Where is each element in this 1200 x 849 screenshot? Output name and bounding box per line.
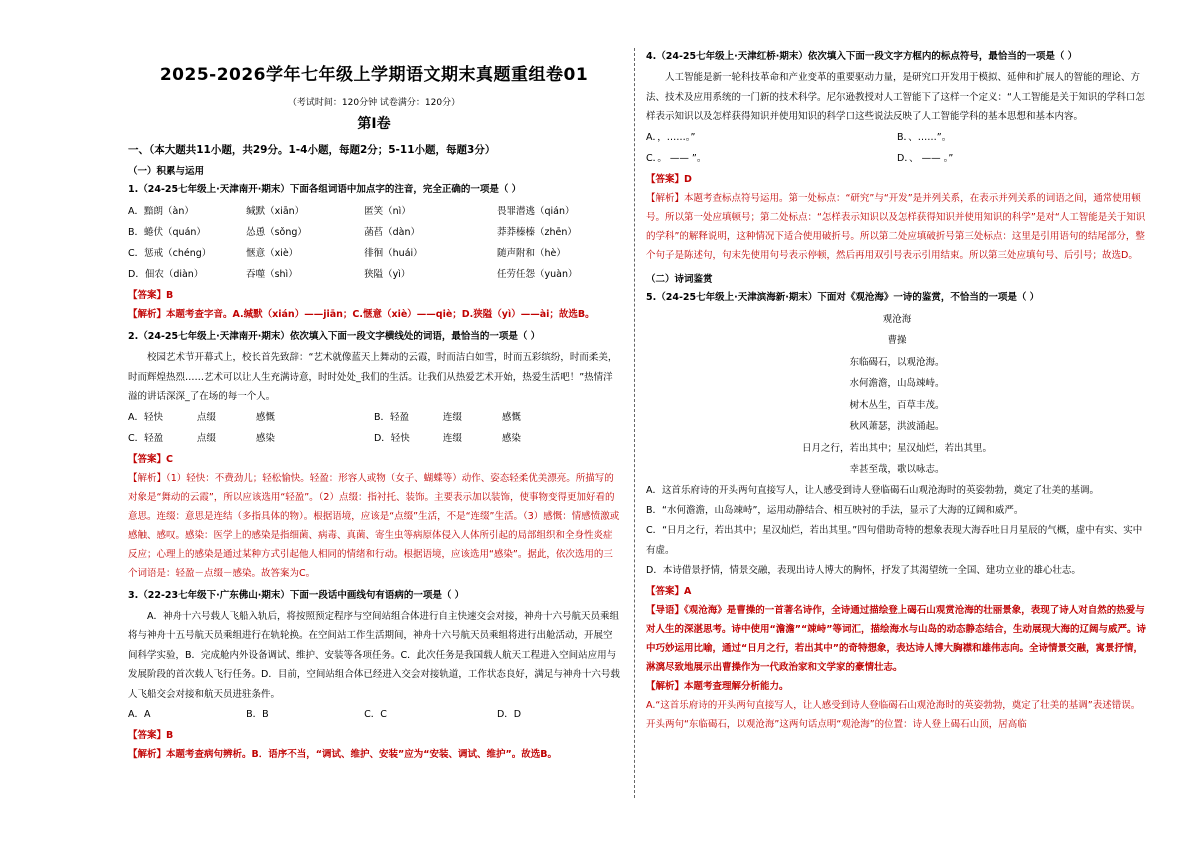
question-5-option-d: D．本诗借景抒情，情景交融，表现出诗人博大的胸怀，抒发了其渴望统一全国、建功立业的雄心壮志。 xyxy=(646,564,1081,576)
volume-heading: 第Ⅰ卷 xyxy=(357,116,391,132)
question-5-option-c: C．“日月之行，若出其中；星汉灿烂，若出其里。”四句借助奇特的想象表现大海吞吐日月星辰的气概，虚中有实、实中有虚。 xyxy=(646,524,1143,556)
option-cell: D．、 —— 。” xyxy=(897,152,954,164)
question-1-options xyxy=(128,201,620,285)
question-3-analysis: 【解析】本题考查病句辨析。B．语序不当，“调试、维护、安装”应为“安装、调试、维护”。故选B。 xyxy=(128,749,557,760)
question-5-option-b: B．“水何澹澹，山岛竦峙”，运用动静结合、相互映衬的手法，显示了大海的辽阔和威严。 xyxy=(646,504,1024,516)
poem-title: 观沧海 xyxy=(882,313,912,325)
subsection-heading: （二）诗词鉴赏 xyxy=(646,273,713,285)
option-cell xyxy=(315,428,374,449)
question-3-stem: 3.（22-23七年级下·广东佛山·期末）下面一段话中画线句有语病的一项是（ ） xyxy=(128,589,465,601)
option-cell: 连缀 xyxy=(442,432,462,444)
question-4-passage: 人工智能是新一轮科技革命和产业变革的重要驱动力量，是研究口开发用于模拟、延伸和扩展人的智能的理论、方法、技术及应用系统的一门新的技术科学。尼尔逊教授对人工智能下了这样一个定义：“人工智能是关于知识的学科口怎样表示知识以及怎样获得知识并使用知识的科学口这些说法反映了人工智能学科的基本思想和基本内容。 xyxy=(646,72,1145,122)
question-3-options xyxy=(128,704,620,725)
option-cell: B．、……”。 xyxy=(897,131,952,143)
poem-line: 幸甚至哉，歌以咏志。 xyxy=(849,464,945,475)
question-4-analysis: 【解析】本题考查标点符号运用。第一处标点：“研究”与“开发”是并列关系，在表示并列关系的词语之间，通常使用顿号。所以第一处应填顿号；第二处标点：“怎样表示知识以及怎样获得知识并使用知识的科学”是对“人工智能是关于知识的学科”的解释说明，这种情况下适合使用破折号。所以第二处应填破折号第三处标点：这里是引用语句的结尾部分，整个句子是陈述句，句末先使用句号表示停顿，然后再用双引号表示引用结束。所以第三处应填句号、后引号；故选D。 xyxy=(646,192,1146,261)
question-2-answer: 【答案】C xyxy=(128,453,173,465)
question-2-passage: 校园艺术节开幕式上，校长首先致辞：“艺术就像蓝天上舞动的云霞，时而洁白如雪，时而五彩缤纷，时而柔美，时而辉煌热烈……艺术可以让人生充满诗意，时时处处_我们的生活。让我们从热爱艺术开始，热爱生活吧！”热情洋溢的讲话深深_了在场的每一个人。 xyxy=(128,352,618,402)
poem-line: 秋风萧瑟，洪波涌起。 xyxy=(849,421,945,432)
option-cell: 任劳任怨（yuàn） xyxy=(496,269,578,280)
right-column xyxy=(646,50,1148,740)
question-3-passage: A．神舟十六号载人飞船入轨后，将按照预定程序与空间站组合体进行自主快速交会对接，神舟十六号航天员乘组将与神舟十五号航天员乘组进行在轨轮换。在空间站工作生活期间，神舟十六号航天员乘组将进行出舱活动，开展空间科学实验，B．完成舱内外设备调试、维护、安装等各项任务。C．此次任务是我国载人航天工程进入空间站应用与发展阶段的首次载人飞行任务。D．目前，空间站组合体已经进入交会对接轨道，工作状态良好，满足与神舟十六号载人飞船交会对接和航天员进驻条件。 xyxy=(128,610,620,700)
page-title: 2025-2026学年七年级上学期语文期末真题重组卷01 xyxy=(159,65,589,85)
option-cell: 畏罪潜逃（qián） xyxy=(496,206,575,217)
option-cell: A．黯朗（àn） xyxy=(128,206,194,217)
option-cell: B．B xyxy=(246,709,269,720)
poem-line: 东临碣石，以观沧海。 xyxy=(849,356,945,368)
option-cell: A．，……。” xyxy=(646,131,696,143)
option-cell: C．轻盈 xyxy=(128,432,164,444)
question-5-analysis-a: A.“这首乐府诗的开头两句直接写人，让人感受到诗人登临碣石山观沧海时的英姿勃勃，奠定了壮美的基调”表述错误。开头两句“东临碣石，以观沧海”这两句话点明“观沧海”的位置：诗人登上碣石山顶，居高临 xyxy=(646,699,1141,730)
option-cell: A．轻快 xyxy=(128,411,163,423)
option-cell xyxy=(315,407,374,428)
question-1-analysis: 【解析】本题考查字音。A.缄默（xián）——jiān；C.惬意（xiè）——qiè；D.狭隘（yì）——ài；故选B。 xyxy=(128,309,595,320)
option-cell: A．A xyxy=(128,709,151,720)
question-2-options xyxy=(128,407,620,449)
subsection-heading: （一）积累与运用 xyxy=(128,166,205,177)
option-cell: 徘徊（huái） xyxy=(364,248,423,259)
option-cell: 感染 xyxy=(255,432,275,444)
question-4-options xyxy=(646,127,1148,169)
option-cell: D．D xyxy=(496,709,522,720)
question-5-analysis: 【解析】本题考查理解分析能力。 xyxy=(646,680,789,692)
section-heading: 一、（本大题共11小题，共29分。1-4小题，每题2分；5-11小题，每题3分） xyxy=(128,144,496,156)
option-cell: 感慨 xyxy=(255,411,275,423)
option-cell: 感染 xyxy=(501,432,521,444)
question-2-stem: 2.（24-25七年级上·天津南开·期末）依次填入下面一段文字横线处的词语，最恰当的一项是（ ） xyxy=(128,331,541,342)
option-cell: 怂恿（sǒng） xyxy=(246,227,307,238)
poem-line: 日月之行，若出其中；星汉灿烂，若出其里。 xyxy=(801,442,992,454)
option-cell: C．C xyxy=(364,709,387,720)
option-cell: 点缀 xyxy=(196,432,216,444)
option-cell: 狭隘（yì） xyxy=(364,269,411,280)
left-column xyxy=(128,50,620,770)
question-5-option-a: A．这首乐府诗的开头两句直接写人，让人感受到诗人登临碣石山观沧海时的英姿勃勃，奠定了壮美的基调。 xyxy=(646,484,1100,496)
option-cell: 匿笑（nì） xyxy=(364,206,411,217)
question-5-stem: 5.（24-25七年级上·天津滨海新·期末）下面对《观沧海》一诗的鉴赏，不恰当的一项是（ ） xyxy=(646,291,1040,303)
option-cell: 惬意（xiè） xyxy=(246,248,299,259)
question-3-answer: 【答案】B xyxy=(128,730,174,741)
question-2-analysis: 【解析】（1）轻快：不费劲儿；轻松愉快。轻盈：形容人或物（女子、蝴蝶等）动作、姿态轻柔优美漂亮。所描写的对象是“舞动的云霞”，所以应该选用“轻盈”。（2）点缀：指衬托、装饰。主要表示加以装饰，使事物变得更加好看的意思。连缀：意思是连结（多指具体的物）。根据语境，应该是“点缀”生活，不是“连缀”生活。（3）感慨：情感愤激或感触、感叹。感染：医学上的感染是指细菌、病毒、真菌、寄生虫等病原体侵入人体所引起的局部组织和全身性炎症反应；心理上的感染是通过某种方式引起他人相同的情绪和行动。根据语境，应该选用“感染”。据此，依次选用的三个词语是：轻盈－点缀－感染。故答案为C。 xyxy=(128,472,620,579)
question-4-answer: 【答案】D xyxy=(646,173,692,185)
question-5-guide: 【导语】《观沧海》是曹操的一首著名诗作，全诗通过描绘登上碣石山观赏沧海的壮丽景象，表现了诗人对自然的热爱与对人生的深湛思考。诗中使用“澹澹”“竦峙”等词汇，描绘海水与山岛的动态静态结合，生动展现大海的辽阔与威严。诗中巧妙运用比喻，通过“日月之行，若出其中”的奇特想象，表达诗人博大胸襟和雄伟志向。全诗情景交融，寓景抒情，淋漓尽致地展示出曹操作为一代政治家和文学家的豪情壮志。 xyxy=(646,604,1146,673)
option-cell: 随声附和（hè） xyxy=(496,248,566,259)
option-cell: C．。 —— ”。 xyxy=(646,152,707,164)
poem xyxy=(646,309,1148,481)
option-cell: 菡萏（dàn） xyxy=(364,227,421,238)
question-1-stem: 1.（24-25七年级上·天津南开·期末）下面各组词语中加点字的注音，完全正确的一项是（ ） xyxy=(128,184,522,195)
option-cell: B．蜷伏（quán） xyxy=(128,227,206,238)
option-cell: 莽莽榛榛（zhēn） xyxy=(496,227,577,238)
option-cell: 缄默（xiān） xyxy=(246,206,305,217)
option-cell: 吞噬（shì） xyxy=(246,269,298,280)
question-4-stem: 4.（24-25七年级上·天津红桥·期末）依次填入下面一段文字方框内的标点符号，最恰当的一项是（ ） xyxy=(646,51,1078,62)
poem-author: 曹操 xyxy=(887,335,907,346)
column-divider xyxy=(634,48,635,798)
option-cell: C．惩戒（chéng） xyxy=(128,248,212,259)
question-5-answer: 【答案】A xyxy=(646,585,692,597)
option-cell: 连缀 xyxy=(442,411,462,423)
option-cell: D．佃农（diàn） xyxy=(128,269,204,280)
poem-line: 水何澹澹，山岛竦峙。 xyxy=(849,378,945,389)
option-cell: B．轻盈 xyxy=(373,411,409,423)
option-cell: 感慨 xyxy=(501,411,521,423)
option-cell: 点缀 xyxy=(196,411,216,423)
exam-info: （考试时间：120分钟 试卷满分：120分） xyxy=(287,98,461,108)
question-1-answer: 【答案】B xyxy=(128,290,174,301)
option-cell xyxy=(561,428,620,449)
option-cell xyxy=(561,407,620,428)
option-cell: D．轻快 xyxy=(373,432,410,444)
poem-line: 树木丛生，百草丰茂。 xyxy=(849,399,945,411)
